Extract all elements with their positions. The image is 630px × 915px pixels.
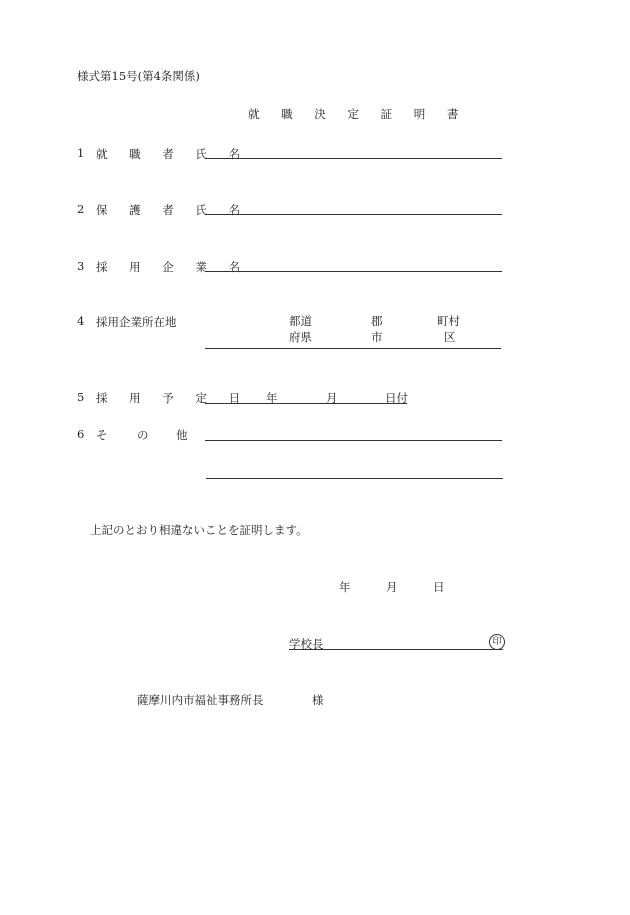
town-label-top: 町村 — [437, 314, 460, 328]
gun-label: 郡 — [371, 314, 383, 328]
field-6-label-c: 他 — [176, 428, 188, 442]
field-4-label: 採用企業所在地 — [96, 315, 177, 329]
field-5-label: 採 用 予 定 日 — [96, 391, 250, 405]
field-2-number: 2 — [77, 202, 85, 216]
cert-year-unit: 年 — [339, 580, 351, 594]
field-3-label: 採 用 企 業 名 — [96, 260, 250, 274]
field-1-input-line[interactable] — [205, 158, 502, 159]
date-day-unit: 日付 — [385, 391, 408, 405]
field-2-input-line[interactable] — [205, 214, 502, 215]
field-3-number: 3 — [77, 259, 85, 273]
field-6-input-line-1[interactable] — [205, 440, 502, 441]
date-year-unit: 年 — [266, 391, 278, 405]
field-6-label-a: そ — [96, 428, 108, 442]
certification-statement: 上記のとおり相違ないことを証明します。 — [90, 523, 308, 537]
ward-label: 区 — [444, 330, 456, 344]
shi-label: 市 — [371, 330, 383, 344]
field-6-label-b: の — [137, 428, 149, 442]
cert-month-unit: 月 — [386, 580, 398, 594]
field-6-input-line-2[interactable] — [206, 478, 503, 479]
date-month-unit: 月 — [326, 391, 338, 405]
cert-day-unit: 日 — [433, 580, 445, 594]
seal-stamp-icon: 印 — [489, 634, 505, 650]
addressee-honorific: 様 — [312, 693, 324, 707]
principal-label: 学校長 — [289, 637, 324, 651]
form-number: 様式第15号(第4条関係) — [77, 69, 200, 83]
signature-line[interactable] — [289, 649, 503, 650]
prefecture-label-bottom: 府県 — [289, 330, 312, 344]
field-4-input-line[interactable] — [205, 348, 501, 349]
document-title: 就 職 決 定 証 明 書 — [248, 107, 468, 121]
field-5-input-line[interactable] — [205, 403, 407, 404]
field-6-number: 6 — [77, 427, 85, 441]
field-4-number: 4 — [77, 314, 85, 328]
addressee-name: 薩摩川内市福祉事務所長 — [137, 693, 264, 707]
field-2-label: 保 護 者 氏 名 — [96, 203, 250, 217]
prefecture-label-top: 都道 — [289, 314, 312, 328]
field-1-label: 就 職 者 氏 名 — [96, 147, 250, 161]
field-5-number: 5 — [77, 390, 85, 404]
field-3-input-line[interactable] — [205, 271, 502, 272]
field-1-number: 1 — [77, 146, 85, 160]
